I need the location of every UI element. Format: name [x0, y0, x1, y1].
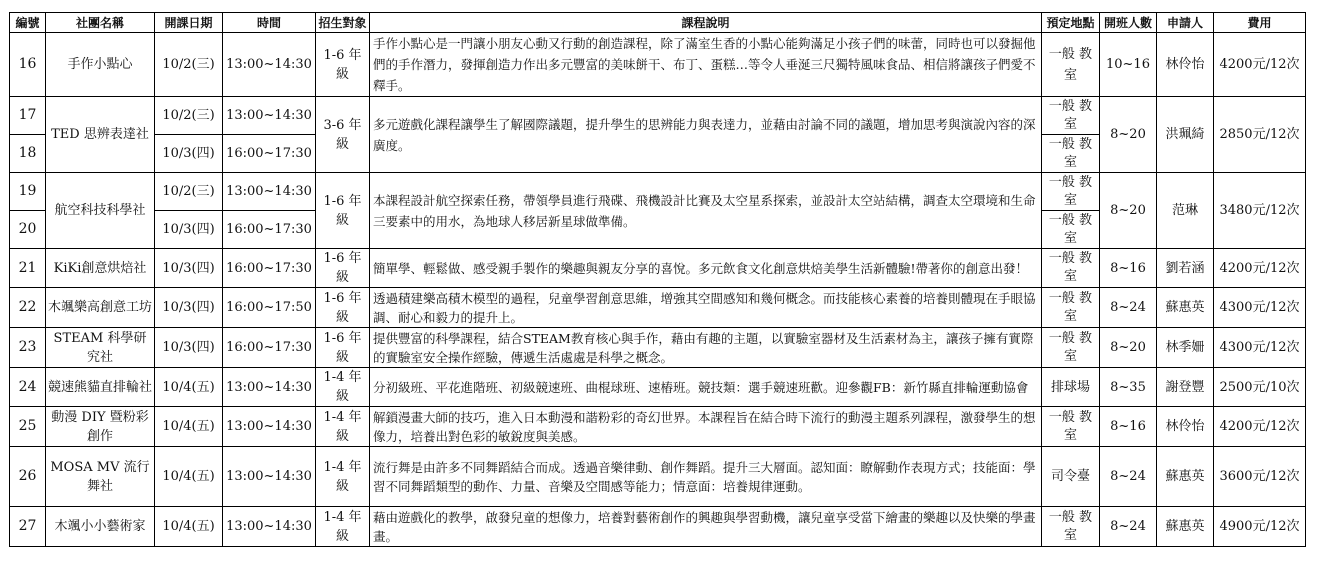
club-name: 手作小點心 — [46, 33, 155, 97]
class-size: 8~24 — [1100, 507, 1157, 547]
table-row — [10, 507, 1306, 547]
class-size: 8~16 — [1100, 407, 1157, 447]
applicant: 洪珮綺 — [1157, 97, 1214, 173]
header-fee: 費用 — [1214, 13, 1306, 33]
time: 16:00~17:30 — [223, 211, 316, 249]
applicant: 蘇惠英 — [1157, 507, 1214, 547]
table-row — [10, 328, 1306, 368]
header-applicant: 申請人 — [1157, 13, 1214, 33]
target: 1-6 年級 — [316, 173, 370, 249]
fee: 4200元/12次 — [1214, 33, 1306, 97]
table-row — [10, 407, 1306, 447]
class-size: 8~16 — [1100, 249, 1157, 288]
table-row — [10, 173, 1306, 211]
club-name: 競速熊貓直排輪社 — [46, 368, 155, 407]
row-no: 25 — [10, 407, 46, 447]
target: 1-6 年級 — [316, 249, 370, 288]
fee: 3600元/12次 — [1214, 447, 1306, 507]
location: 一般 教室 — [1042, 97, 1100, 135]
club-name: MOSA MV 流行舞社 — [46, 447, 155, 507]
row-no: 21 — [10, 249, 46, 288]
club-name: 木颯小小藝術家 — [46, 507, 155, 547]
target: 1-4 年級 — [316, 407, 370, 447]
row-no: 18 — [10, 135, 46, 173]
date: 10/4(五) — [155, 407, 223, 447]
header-name: 社團名稱 — [46, 13, 155, 33]
location: 一般 教室 — [1042, 507, 1100, 547]
row-no: 22 — [10, 288, 46, 328]
time: 13:00~14:30 — [223, 447, 316, 507]
target: 1-6 年級 — [316, 288, 370, 328]
table-row — [10, 97, 1306, 135]
date: 10/2(三) — [155, 97, 223, 135]
class-size: 8~35 — [1100, 368, 1157, 407]
course-table — [9, 12, 1306, 547]
table-row — [10, 447, 1306, 507]
table-row — [10, 249, 1306, 288]
date: 10/4(五) — [155, 368, 223, 407]
header-date: 開課日期 — [155, 13, 223, 33]
date: 10/2(三) — [155, 33, 223, 97]
time: 13:00~14:30 — [223, 368, 316, 407]
date: 10/4(五) — [155, 447, 223, 507]
class-size: 8~20 — [1100, 328, 1157, 368]
description: 透過積建樂高積木模型的過程，兒童學習創意思維，增強其空間感知和幾何概念。而技能核心素養的培養則體現在手眼協調、耐心和毅力的提升上。 — [370, 288, 1042, 328]
description: 手作小點心是一門讓小朋友心動又行動的創造課程，除了滿室生香的小點心能夠滿足小孩子們的味蕾，同時也可以發掘他們的手作潛力，發揮創造力作出多元豐富的美味餅干、布丁、蛋糕…等令人垂涎三尺獨特風味食品、相信將讓孩子們愛不釋手。 — [370, 33, 1042, 97]
time: 13:00~14:30 — [223, 173, 316, 211]
header-no: 編號 — [10, 13, 46, 33]
fee: 4300元/12次 — [1214, 328, 1306, 368]
description: 藉由遊戲化的教學，啟發兒童的想像力，培養對藝術創作的興趣與學習動機，讓兒童享受當下繪畫的樂趣以及快樂的學畫畫。 — [370, 507, 1042, 547]
location: 一般 教室 — [1042, 288, 1100, 328]
header-target: 招生對象 — [316, 13, 370, 33]
header-time: 時間 — [223, 13, 316, 33]
club-name: KiKi創意烘焙社 — [46, 249, 155, 288]
time: 16:00~17:50 — [223, 288, 316, 328]
applicant: 蘇惠英 — [1157, 288, 1214, 328]
table-row — [10, 33, 1306, 97]
date: 10/3(四) — [155, 328, 223, 368]
target: 1-6 年級 — [316, 33, 370, 97]
header-desc: 課程說明 — [370, 13, 1042, 33]
applicant: 謝登豐 — [1157, 368, 1214, 407]
date: 10/4(五) — [155, 507, 223, 547]
club-name: TED 思辨表達社 — [46, 97, 155, 173]
row-no: 19 — [10, 173, 46, 211]
location: 一般 教室 — [1042, 211, 1100, 249]
table-row — [10, 288, 1306, 328]
row-no: 23 — [10, 328, 46, 368]
fee: 2500元/10次 — [1214, 368, 1306, 407]
applicant: 蘇惠英 — [1157, 447, 1214, 507]
time: 13:00~14:30 — [223, 97, 316, 135]
row-no: 27 — [10, 507, 46, 547]
header-size: 開班人數 — [1100, 13, 1157, 33]
target: 1-4 年級 — [316, 368, 370, 407]
date: 10/3(四) — [155, 249, 223, 288]
date: 10/3(四) — [155, 135, 223, 173]
class-size: 10~16 — [1100, 33, 1157, 97]
target: 3-6 年級 — [316, 97, 370, 173]
class-size: 8~20 — [1100, 173, 1157, 249]
location: 一般 教室 — [1042, 135, 1100, 173]
time: 13:00~14:30 — [223, 33, 316, 97]
target: 1-4 年級 — [316, 447, 370, 507]
description: 本課程設計航空探索任務，帶領學員進行飛碟、飛機設計比賽及太空星系探索，並設計太空站結構，調查太空環境和生命三要素中的用水，為地球人移居新星球做準備。 — [370, 173, 1042, 249]
time: 13:00~14:30 — [223, 407, 316, 447]
location: 排球場 — [1042, 368, 1100, 407]
target: 1-6 年級 — [316, 328, 370, 368]
club-name: 航空科技科學社 — [46, 173, 155, 249]
row-no: 26 — [10, 447, 46, 507]
date: 10/2(三) — [155, 173, 223, 211]
applicant: 林伶怡 — [1157, 407, 1214, 447]
row-no: 16 — [10, 33, 46, 97]
location: 一般 教室 — [1042, 407, 1100, 447]
fee: 4900元/12次 — [1214, 507, 1306, 547]
course-table-container — [9, 12, 1306, 547]
time: 16:00~17:30 — [223, 249, 316, 288]
target: 1-4 年級 — [316, 507, 370, 547]
description: 解鎖漫畫大師的技巧，進入日本動漫和諧粉彩的奇幻世界。本課程旨在結合時下流行的動漫主題系列課程，激發學生的想像力，培養出對色彩的敏銳度與美感。 — [370, 407, 1042, 447]
location: 一般 教室 — [1042, 328, 1100, 368]
description: 提供豐富的科學課程，結合STEAM教育核心與手作，藉由有趣的主題，以實驗室器材及生活素材為主，讓孩子擁有實際的實驗室安全操作經驗，傳遞生活處處是科學之概念。 — [370, 328, 1042, 368]
row-no: 24 — [10, 368, 46, 407]
fee: 4300元/12次 — [1214, 288, 1306, 328]
date: 10/3(四) — [155, 211, 223, 249]
description: 簡單學、輕鬆做、感受親手製作的樂趣與親友分享的喜悅。多元飲食文化創意烘焙美學生活新體驗!帶著你的創意出發！ — [370, 249, 1042, 288]
fee: 4200元/12次 — [1214, 249, 1306, 288]
fee: 3480元/12次 — [1214, 173, 1306, 249]
class-size: 8~24 — [1100, 447, 1157, 507]
location: 一般 教室 — [1042, 173, 1100, 211]
time: 16:00~17:30 — [223, 135, 316, 173]
table-row — [10, 368, 1306, 407]
location: 一般 教室 — [1042, 249, 1100, 288]
time: 13:00~14:30 — [223, 507, 316, 547]
date: 10/3(四) — [155, 288, 223, 328]
row-no: 17 — [10, 97, 46, 135]
description: 多元遊戲化課程讓學生了解國際議題，提升學生的思辨能力與表達力，並藉由討論不同的議題，增加思考與演說內容的深廣度。 — [370, 97, 1042, 173]
location: 司令臺 — [1042, 447, 1100, 507]
fee: 2850元/12次 — [1214, 97, 1306, 173]
header-row — [10, 13, 1306, 33]
fee: 4200元/12次 — [1214, 407, 1306, 447]
applicant: 劉若涵 — [1157, 249, 1214, 288]
row-no: 20 — [10, 211, 46, 249]
class-size: 8~20 — [1100, 97, 1157, 173]
club-name: STEAM 科學研究社 — [46, 328, 155, 368]
description: 分初級班、平花進階班、初級競速班、曲棍球班、速樁班。競技類：選手競速班歡。迎參觀FB：新竹縣直排輪運動協會 — [370, 368, 1042, 407]
applicant: 范琳 — [1157, 173, 1214, 249]
description: 流行舞是由許多不同舞蹈結合而成。透過音樂律動、創作舞蹈。提升三大層面。認知面：瞭解動作表現方式；技能面：學習不同舞蹈類型的動作、力量、音樂及空間感等能力；情意面：培養規律運動。 — [370, 447, 1042, 507]
club-name: 木颯樂高創意工坊 — [46, 288, 155, 328]
applicant: 林伶怡 — [1157, 33, 1214, 97]
class-size: 8~24 — [1100, 288, 1157, 328]
header-location: 預定地點 — [1042, 13, 1100, 33]
applicant: 林季姍 — [1157, 328, 1214, 368]
location: 一般 教室 — [1042, 33, 1100, 97]
club-name: 動漫 DIY 暨粉彩創作 — [46, 407, 155, 447]
time: 16:00~17:30 — [223, 328, 316, 368]
